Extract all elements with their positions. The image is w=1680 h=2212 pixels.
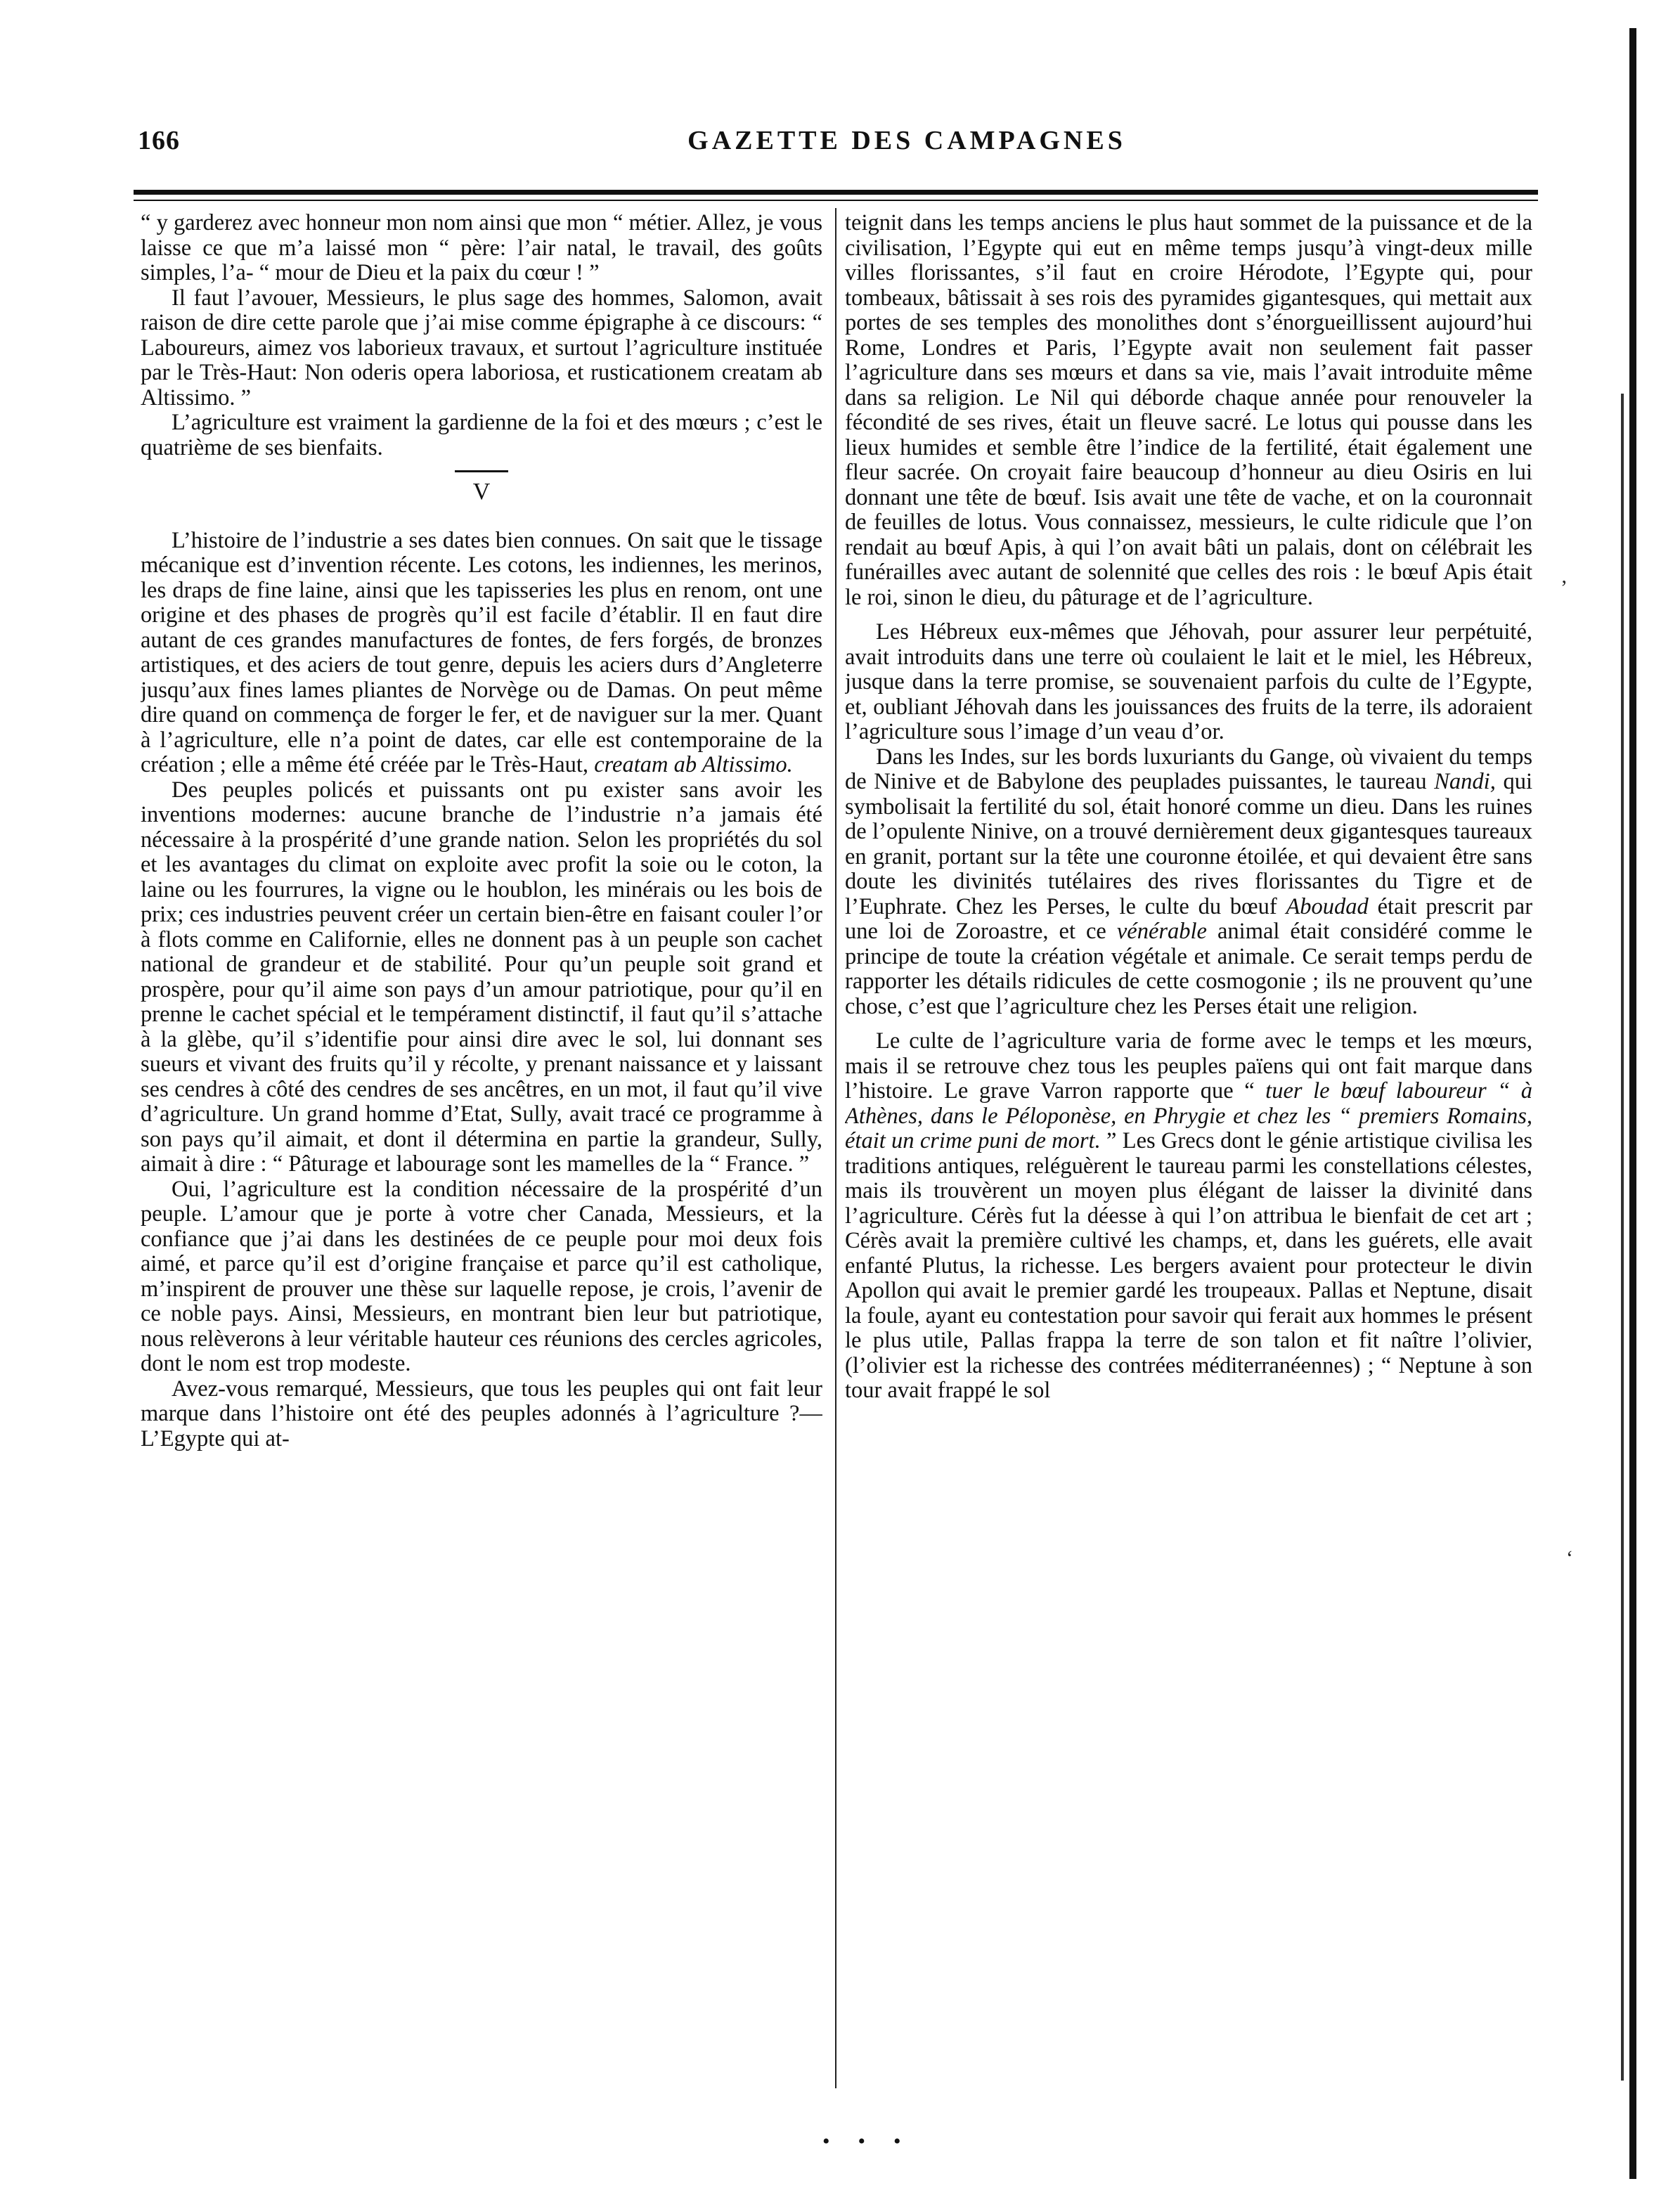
indes-text-1: Dans les Indes, sur les bords luxuriants du Gange, où vivaient du temps de Ninive et de Babylone des peuplades puissantes, le taureau (845, 744, 1532, 794)
paragraph-industrie-text: L’histoire de l’industrie a ses dates bien connues. On sait que le tissage mécanique est d’invention récente. Les cotons, les indiennes, les merinos, les draps de fine laine, ainsi que les tapisseries les plus en renom, ont une origine et des phases de progrès qu’il est facile d’établir. Il en faut dire autant de ces grandes manufactures de fontes, de fers forgés, de bronzes artistiques, et des aciers de tout genre, depuis les aciers durs d’Angleterre jusqu’aux fines lames pliantes de Norvège ou de Damas. On peut même dire quand on commença de forger le fer, et de naviguer sur la mer. Quant à l’agriculture, elle n’a point de dates, car elle est contemporaine de la création ; elle a même été créée par le Très-Haut, (141, 527, 822, 777)
paragraph-indes (845, 745, 1532, 1020)
page-number: 166 (138, 126, 180, 155)
page-title: GAZETTE DES CAMPAGNES (687, 126, 1126, 155)
header-rule-thin (134, 200, 1538, 201)
section-numeral: V (472, 479, 491, 505)
scan-edge-shadow (1621, 394, 1624, 2081)
paragraph-egypte: teignit dans les temps anciens le plus haut sommet de la puissance et de la civilisation, l’Egypte qui eut en même temps jusqu’à vingt-deux mille villes florissantes, s’il faut en croire Hérodote, l’Egypte qui, pour tombeaux, bâtissait à ses rois des pyramides gigantesques, qui mettait aux portes de ses temples des monolithes dont s’énorgueillissent aujourd’hui Rome, Londres et Paris, l’Egypte avait non seulement fait passer l’agriculture dans ses mœurs et dans sa vie, mais l’avait introduite même dans sa religion. Le Nil qui déborde chaque année pour renouveler la fécondité de ses rives, était un fleuve sacré. Le lotus qui pousse dans les lieux humides et semble être l’indice de la fertilité, était également une fleur sacrée. On croyait faire beaucoup d’honneur au dieu Osiris en lui donnant une tête de bœuf. Isis avait une tête de vache, et on la couronnait de feuilles de lotus. Vous connaissez, messieurs, le culte ridicule que l’on rendait au bœuf Apis, à qui l’on avait bâti un palais, dont on célébrait les funérailles avec autant de solennité que celles des rois : le bœuf Apis était le roi, sinon le dieu, du pâturage et de l’agriculture. (845, 211, 1532, 610)
indes-aboudad: Aboudad (1286, 893, 1369, 919)
culte-text-1: Le culte de l’agriculture varia de forme avec le temps et les mœurs, mais il se retrouve chez tous les peuples païens qui ont fait marque dans l’histoire. Le grave Varron rapporte que “ (845, 1028, 1532, 1104)
paragraph-peuples-polices: Des peuples policés et puissants ont pu exister sans avoir les inventions modernes: aucune branche de l’industrie n’a jamais été nécessaire à la prospérité d’une grande nation. Selon les propriétés du sol et les avantages du climat on exploite avec profit la soie ou le coton, la laine ou les fourrures, la vigne ou le houblon, les minérais ou les bois de prix; ces industries peuvent créer un certain bien-être en faisant couler l’or à flots comme en Californie, elles ne donnent pas à un peuple son cachet national de grandeur et de stabilité. Pour qu’un peuple soit grand et prospère, pour qu’il aime son pays d’un amour patriotique, pour qu’il en prenne le cachet spécial et le tempérament distinctif, il faut qu’il s’attache à la glèbe, qu’il s’identifie pour ainsi dire avec le sol, lui donnant ses sueurs et vivant des fruits qu’il y récolte, y prenant naissance et y laissant ses cendres à côté des cendres de ses ancêtres, en un mot, il faut qu’il vive d’agriculture. Un grand homme d’Etat, Sully, avait tracé ce programme à son pays qu’il aimait, et dont il détermina en partie la grandeur, Sully, aimait à dire : “ Pâturage et labourage sont les mamelles de la “ France. ” (141, 777, 822, 1177)
scan-mark: ‘ (1566, 1546, 1573, 1570)
indes-nandi: Nandi, (1434, 769, 1496, 794)
paragraph-industrie (141, 529, 822, 778)
indes-text-4: animal était considéré comme le principe de toute la création végétale et animale. Ce serait temps perdu de rapporter les détails ridicules de cette cosmogonie ; ils ne prouvent qu’une chose, c’est que l’agriculture chez les Perses était une religion. (845, 919, 1532, 1019)
culte-text-2: ” Les Grecs dont le génie artistique civilisa les traditions antiques, reléguèrent le taureau parmi les constellations célestes, mais ils trouvèrent un moyen plus élégant de laisser la divinité dans l’agriculture. Cérès fut la déesse à qui l’on attribua le bienfait de cet art ; Cérès avait la première cultivé les champs, et, dans les guérets, elle avait enfanté Plutus, la richesse. Les bergers avaient pour protecteur le divin Apollon qui avait le premier gardé les troupeaux. Pallas et Neptune, disait la foule, ayant eu contestation pour savoir qui ferait aux hommes le présent le plus utile, Pallas frappa la terre de son talon et fit naître l’olivier, (l’olivier est la richesse des contrées méditerranéennes) ; “ Neptune à son tour avait frappé le sol (845, 1128, 1532, 1403)
paragraph-salomon: Il faut l’avouer, Messieurs, le plus sage des hommes, Salomon, avait raison de dire cette parole que j’ai mise comme épigraphe à ce discours: “ Laboureurs, aimez vos laborieux travaux, et surtout l’agriculture instituée par le Très-Haut: Non oderis opera laboriosa, et rusticationem creatam ab Altissimo. ” (141, 285, 822, 410)
scan-edge-line (1629, 28, 1636, 2179)
indes-text-2: qui symbolisait la fertilité du sol, était honoré comme un dieu. Dans les ruines de l’opulente Ninive, on a trouvé dernièrement deux gigantesques taureaux en granit, portant sur la tête une couronne étoilée, et qui devaient être sans doute les divinités tutélaires des rives florissantes du Tigre et de l’Euphrate. Chez les Perses, le culte du bœuf (845, 769, 1532, 919)
paragraph-gardienne: L’agriculture est vraiment la gardienne de la foi et des mœurs ; c’est le quatrième de ses bienfaits. (141, 410, 822, 460)
indes-venerable: vénérable (1116, 919, 1207, 944)
scan-dots: ••• (822, 2130, 929, 2153)
paragraph-quote-end: “ y garderez avec honneur mon nom ainsi que mon “ métier. Allez, je vous laisse ce que m’a laissé mon “ père: l’air natal, le travail, des goûts simples, l’a- “ mour de Dieu et la paix du cœur ! ” (141, 211, 822, 285)
paragraph-condition: Oui, l’agriculture est la condition nécessaire de la prospérité d’un peuple. L’amour que je porte à votre cher Canada, Messieurs, et la confiance que j’ai dans les destinées de ce peuple pour moi deux fois aimé, et parce qu’il est d’origine française et parce qu’il est catholique, m’inspirent de prouver une thèse sur laquelle repose, je crois, l’avenir de ce noble pays. Ainsi, Messieurs, en montrant bien leur but patriotique, nous relèverons à leur véritable hauteur ces réunions des cercles agricoles, dont le nom est trop modeste. (141, 1176, 822, 1376)
paragraph-industrie-latin: creatam ab Altissimo. (594, 752, 793, 777)
header-rule-thick (134, 190, 1538, 195)
left-column (141, 211, 822, 2102)
section-rule (455, 470, 508, 472)
paragraph-remarque: Avez-vous remarqué, Messieurs, que tous les peuples qui ont fait leur marque dans l’histoire ont été des peuples adonnés à l’agriculture ?—L’Egypte qui at- (141, 1376, 822, 1451)
scan-mark: ʼ (1561, 576, 1568, 600)
right-column (845, 211, 1532, 2102)
culte-varron-quote: tuer le bœuf laboureur “ à Athènes, dans le Péloponèse, en Phrygie et chez les “ premiers Romains, était un crime puni de mort. (845, 1078, 1532, 1153)
paragraph-hebreux: Les Hébreux eux-mêmes que Jéhovah, pour assurer leur perpétuité, avait introduits dans une terre où coulaient le lait et le miel, les Hébreux, jusque dans la terre promise, se souvenaient parfois du culte de l’Egypte, et, oubliant Jéhovah dans les jouissances des fruits de la terre, ils adoraient l’agriculture sous l’image d’un veau d’or. (845, 619, 1532, 744)
column-divider (835, 208, 836, 2088)
indes-text-3: était prescrit par une loi de Zoroastre, et ce (845, 893, 1532, 944)
section-heading (141, 470, 822, 505)
paragraph-culte (845, 1029, 1532, 1404)
